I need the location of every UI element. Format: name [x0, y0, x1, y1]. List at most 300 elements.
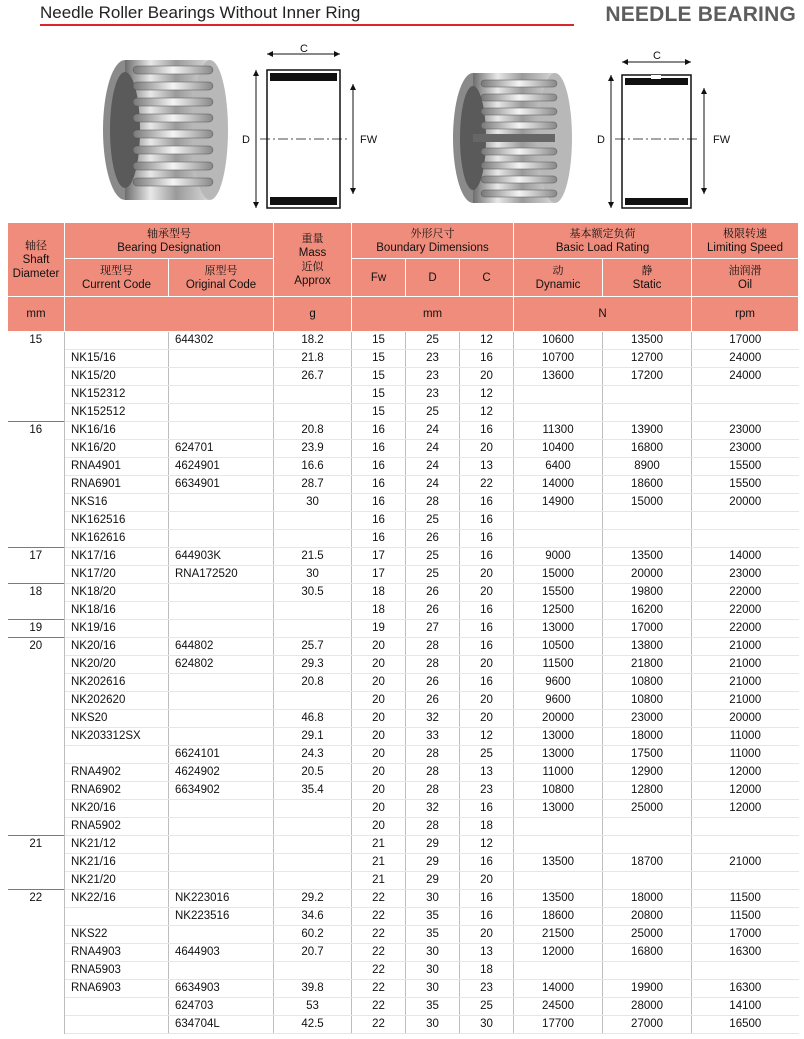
cell-current-code: NK15/16 — [65, 350, 169, 368]
cell-d: 28 — [406, 746, 460, 764]
cell-current-code: NK202620 — [65, 692, 169, 710]
cell-c: 16 — [460, 494, 514, 512]
table-row — [8, 368, 799, 386]
cell-oil: 14100 — [692, 998, 799, 1016]
cell-static: 21800 — [603, 656, 692, 674]
table-row — [8, 548, 799, 566]
cell-original-code — [169, 728, 274, 746]
cell-oil: 21000 — [692, 638, 799, 656]
cell-oil — [692, 512, 799, 530]
title-underline — [40, 24, 574, 26]
cell-d: 27 — [406, 620, 460, 638]
cell-fw: 15 — [352, 404, 406, 422]
cell-original-code: 634704L — [169, 1016, 274, 1034]
unit-designation — [65, 297, 274, 332]
cell-original-code: 6634903 — [169, 980, 274, 998]
cell-fw: 16 — [352, 494, 406, 512]
cell-original-code — [169, 836, 274, 854]
cell-current-code: NK22/16 — [65, 890, 169, 908]
cell-mass: 26.7 — [274, 368, 352, 386]
cell-d: 26 — [406, 692, 460, 710]
cell-dynamic: 10400 — [514, 440, 603, 458]
cell-c: 23 — [460, 980, 514, 998]
cell-fw: 16 — [352, 512, 406, 530]
cell-c: 22 — [460, 476, 514, 494]
cell-static: 19900 — [603, 980, 692, 998]
cell-original-code — [169, 872, 274, 890]
cell-fw: 20 — [352, 710, 406, 728]
cell-static: 13800 — [603, 638, 692, 656]
cell-static: 13500 — [603, 548, 692, 566]
table-row — [8, 620, 799, 638]
table-row — [8, 350, 799, 368]
table-row — [8, 980, 799, 998]
cell-c: 20 — [460, 692, 514, 710]
section-diagram-left — [240, 42, 390, 222]
table-row — [8, 692, 799, 710]
cell-mass — [274, 872, 352, 890]
cell-static: 17500 — [603, 746, 692, 764]
cell-oil — [692, 530, 799, 548]
table-body — [8, 332, 799, 1034]
cell-dynamic: 20000 — [514, 710, 603, 728]
cell-c: 25 — [460, 998, 514, 1016]
cell-mass — [274, 818, 352, 836]
cell-d: 30 — [406, 1016, 460, 1034]
cell-dynamic: 9600 — [514, 692, 603, 710]
cell-shaft-diameter: 19 — [8, 620, 65, 638]
cell-d: 28 — [406, 638, 460, 656]
table-row — [8, 944, 799, 962]
cell-static: 18000 — [603, 890, 692, 908]
cell-d: 29 — [406, 872, 460, 890]
cell-original-code: 4644903 — [169, 944, 274, 962]
table-row — [8, 800, 799, 818]
cell-original-code: 624703 — [169, 998, 274, 1016]
cell-oil: 15500 — [692, 458, 799, 476]
cell-oil: 23000 — [692, 440, 799, 458]
cell-oil: 16300 — [692, 944, 799, 962]
cell-original-code: 6634902 — [169, 782, 274, 800]
cell-dynamic: 14000 — [514, 980, 603, 998]
cell-mass: 30.5 — [274, 584, 352, 602]
cell-current-code: RNA5902 — [65, 818, 169, 836]
cell-mass: 21.8 — [274, 350, 352, 368]
table-header — [8, 223, 799, 332]
cell-fw: 15 — [352, 350, 406, 368]
cell-fw: 16 — [352, 476, 406, 494]
cell-current-code: NK17/16 — [65, 548, 169, 566]
cell-oil: 22000 — [692, 620, 799, 638]
cell-fw: 20 — [352, 674, 406, 692]
cell-original-code — [169, 854, 274, 872]
product-illustrations — [0, 40, 804, 220]
cell-dynamic — [514, 836, 603, 854]
cell-fw: 15 — [352, 332, 406, 350]
cell-shaft-diameter: 22 — [8, 890, 65, 1034]
header-original-code: 原型号 Original Code — [169, 259, 274, 297]
cell-c: 20 — [460, 926, 514, 944]
cell-oil: 20000 — [692, 710, 799, 728]
cell-fw: 22 — [352, 908, 406, 926]
cell-current-code: NK21/16 — [65, 854, 169, 872]
cell-d: 28 — [406, 782, 460, 800]
cell-d: 25 — [406, 548, 460, 566]
cell-mass: 35.4 — [274, 782, 352, 800]
cell-fw: 22 — [352, 944, 406, 962]
cell-original-code: 624802 — [169, 656, 274, 674]
header-rating: 基本额定负荷 Basic Load Rating — [514, 223, 692, 259]
cell-mass — [274, 512, 352, 530]
cell-original-code — [169, 818, 274, 836]
table-row — [8, 818, 799, 836]
cell-c: 13 — [460, 764, 514, 782]
cell-oil — [692, 386, 799, 404]
cell-static: 23000 — [603, 710, 692, 728]
cell-fw: 20 — [352, 782, 406, 800]
cell-static: 17200 — [603, 368, 692, 386]
cell-d: 25 — [406, 566, 460, 584]
cell-static — [603, 530, 692, 548]
cell-static: 20000 — [603, 566, 692, 584]
cell-static: 19800 — [603, 584, 692, 602]
cell-fw: 20 — [352, 764, 406, 782]
cell-c: 20 — [460, 566, 514, 584]
cell-dynamic — [514, 386, 603, 404]
cell-dynamic: 13000 — [514, 728, 603, 746]
cell-current-code — [65, 332, 169, 350]
cell-mass: 30 — [274, 494, 352, 512]
header-speed: 极限转速 Limiting Speed — [692, 223, 799, 259]
cell-static: 20800 — [603, 908, 692, 926]
cell-fw: 20 — [352, 800, 406, 818]
table-row — [8, 926, 799, 944]
cell-fw: 22 — [352, 998, 406, 1016]
cell-static — [603, 962, 692, 980]
cell-c: 23 — [460, 782, 514, 800]
cell-c: 20 — [460, 368, 514, 386]
cell-mass: 53 — [274, 998, 352, 1016]
dim-label-d-left: D — [242, 134, 250, 146]
cell-c: 16 — [460, 422, 514, 440]
header-boundary: 外形尺寸 Boundary Dimensions — [352, 223, 514, 259]
cell-fw: 16 — [352, 530, 406, 548]
cell-oil: 21000 — [692, 854, 799, 872]
cell-mass: 39.8 — [274, 980, 352, 998]
cell-original-code: 644903K — [169, 548, 274, 566]
unit-mass: g — [274, 297, 352, 332]
cell-dynamic: 10500 — [514, 638, 603, 656]
cell-mass: 21.5 — [274, 548, 352, 566]
header-current-code: 现型号 Current Code — [65, 259, 169, 297]
cell-c: 20 — [460, 710, 514, 728]
cell-dynamic: 13500 — [514, 890, 603, 908]
cell-mass: 60.2 — [274, 926, 352, 944]
cell-mass — [274, 692, 352, 710]
cell-mass: 28.7 — [274, 476, 352, 494]
cell-d: 24 — [406, 440, 460, 458]
table-row — [8, 998, 799, 1016]
cell-original-code: 644802 — [169, 638, 274, 656]
table-row — [8, 386, 799, 404]
header-c: C — [460, 259, 514, 297]
cell-mass: 30 — [274, 566, 352, 584]
cell-current-code: NK152312 — [65, 386, 169, 404]
cell-oil: 24000 — [692, 350, 799, 368]
cell-mass: 29.3 — [274, 656, 352, 674]
table-row — [8, 908, 799, 926]
cell-current-code — [65, 908, 169, 926]
unit-boundary: mm — [352, 297, 514, 332]
cell-fw: 18 — [352, 602, 406, 620]
cell-current-code: NK16/20 — [65, 440, 169, 458]
cell-dynamic — [514, 872, 603, 890]
cell-oil — [692, 818, 799, 836]
cell-c: 20 — [460, 656, 514, 674]
header-oil: 油润滑 Oil — [692, 259, 799, 297]
cell-d: 28 — [406, 764, 460, 782]
cell-original-code — [169, 800, 274, 818]
cell-mass: 34.6 — [274, 908, 352, 926]
table-row — [8, 764, 799, 782]
cell-d: 35 — [406, 908, 460, 926]
cell-oil: 21000 — [692, 692, 799, 710]
header-designation: 轴承型号 Bearing Designation — [65, 223, 274, 259]
cell-fw: 21 — [352, 872, 406, 890]
cell-current-code: RNA4903 — [65, 944, 169, 962]
table-row — [8, 836, 799, 854]
table-row — [8, 674, 799, 692]
cell-shaft-diameter: 20 — [8, 638, 65, 836]
cell-fw: 16 — [352, 422, 406, 440]
cell-mass — [274, 800, 352, 818]
cell-original-code: 624701 — [169, 440, 274, 458]
cell-fw: 20 — [352, 656, 406, 674]
cell-oil: 24000 — [692, 368, 799, 386]
cell-mass: 29.2 — [274, 890, 352, 908]
cell-shaft-diameter: 21 — [8, 836, 65, 890]
cell-dynamic: 9000 — [514, 548, 603, 566]
cell-dynamic: 11300 — [514, 422, 603, 440]
cell-oil — [692, 962, 799, 980]
cell-fw: 18 — [352, 584, 406, 602]
cell-dynamic: 12500 — [514, 602, 603, 620]
cell-c: 20 — [460, 584, 514, 602]
cell-mass: 20.8 — [274, 674, 352, 692]
cell-current-code: RNA4902 — [65, 764, 169, 782]
cell-fw: 16 — [352, 458, 406, 476]
cell-mass — [274, 386, 352, 404]
cell-static: 18600 — [603, 476, 692, 494]
cell-static — [603, 836, 692, 854]
cell-static: 27000 — [603, 1016, 692, 1034]
brand-heading: NEEDLE BEARING — [605, 3, 796, 26]
cell-c: 16 — [460, 548, 514, 566]
cell-dynamic: 14000 — [514, 476, 603, 494]
cell-static: 18700 — [603, 854, 692, 872]
table-row — [8, 566, 799, 584]
cell-c: 18 — [460, 962, 514, 980]
bearing-spec-table — [7, 222, 799, 1034]
table-row — [8, 854, 799, 872]
cell-d: 26 — [406, 584, 460, 602]
cell-d: 30 — [406, 890, 460, 908]
cell-mass: 25.7 — [274, 638, 352, 656]
cell-fw: 20 — [352, 746, 406, 764]
cell-d: 26 — [406, 530, 460, 548]
cell-oil: 23000 — [692, 422, 799, 440]
cell-original-code: 6634901 — [169, 476, 274, 494]
table-row — [8, 890, 799, 908]
cell-dynamic: 13000 — [514, 800, 603, 818]
dim-label-d-right: D — [597, 134, 605, 146]
cell-dynamic: 18600 — [514, 908, 603, 926]
cell-original-code — [169, 422, 274, 440]
cell-original-code: 6624101 — [169, 746, 274, 764]
cell-c: 16 — [460, 854, 514, 872]
cell-oil: 12000 — [692, 764, 799, 782]
cell-fw: 22 — [352, 926, 406, 944]
cell-c: 18 — [460, 818, 514, 836]
cell-dynamic: 9600 — [514, 674, 603, 692]
cell-d: 25 — [406, 404, 460, 422]
cell-current-code: NK20/20 — [65, 656, 169, 674]
header-d: D — [406, 259, 460, 297]
cell-oil: 14000 — [692, 548, 799, 566]
cell-original-code — [169, 674, 274, 692]
cell-oil: 15500 — [692, 476, 799, 494]
table-row — [8, 584, 799, 602]
cell-dynamic: 10800 — [514, 782, 603, 800]
cell-current-code: NK152512 — [65, 404, 169, 422]
bearing-photo-right — [445, 60, 575, 220]
cell-mass — [274, 404, 352, 422]
cell-original-code: 4624902 — [169, 764, 274, 782]
cell-static: 18000 — [603, 728, 692, 746]
table-row — [8, 638, 799, 656]
cell-current-code — [65, 746, 169, 764]
cell-current-code: RNA6903 — [65, 980, 169, 998]
cell-fw: 17 — [352, 566, 406, 584]
cell-mass: 20.5 — [274, 764, 352, 782]
header-mass: 重量 Mass 近似 Approx — [274, 223, 352, 297]
header-fw: Fw — [352, 259, 406, 297]
table-row — [8, 728, 799, 746]
table-row — [8, 782, 799, 800]
cell-static: 12700 — [603, 350, 692, 368]
table-row — [8, 872, 799, 890]
cell-fw: 17 — [352, 548, 406, 566]
dim-label-fw-right: FW — [713, 134, 731, 146]
cell-mass — [274, 530, 352, 548]
cell-mass: 20.8 — [274, 422, 352, 440]
cell-oil: 12000 — [692, 800, 799, 818]
cell-d: 25 — [406, 512, 460, 530]
unit-rating: N — [514, 297, 692, 332]
cell-mass — [274, 602, 352, 620]
cell-c: 16 — [460, 638, 514, 656]
cell-original-code — [169, 926, 274, 944]
cell-d: 24 — [406, 476, 460, 494]
cell-c: 30 — [460, 1016, 514, 1034]
cell-current-code: NK21/12 — [65, 836, 169, 854]
cell-current-code: NK203312SX — [65, 728, 169, 746]
cell-static: 8900 — [603, 458, 692, 476]
cell-original-code: 644302 — [169, 332, 274, 350]
cell-dynamic: 15500 — [514, 584, 603, 602]
cell-original-code: NK223516 — [169, 908, 274, 926]
table-row — [8, 458, 799, 476]
cell-static: 13500 — [603, 332, 692, 350]
cell-d: 28 — [406, 656, 460, 674]
cell-oil: 11500 — [692, 908, 799, 926]
cell-dynamic — [514, 818, 603, 836]
cell-c: 16 — [460, 908, 514, 926]
cell-static: 25000 — [603, 926, 692, 944]
table-row — [8, 746, 799, 764]
cell-d: 30 — [406, 944, 460, 962]
cell-dynamic: 21500 — [514, 926, 603, 944]
cell-dynamic — [514, 962, 603, 980]
cell-c: 16 — [460, 602, 514, 620]
table-row — [8, 476, 799, 494]
cell-static: 13900 — [603, 422, 692, 440]
cell-c: 16 — [460, 620, 514, 638]
cell-dynamic — [514, 530, 603, 548]
cell-original-code: NK223016 — [169, 890, 274, 908]
cell-oil: 17000 — [692, 332, 799, 350]
cell-mass — [274, 836, 352, 854]
cell-oil: 11500 — [692, 890, 799, 908]
cell-oil — [692, 404, 799, 422]
cell-oil — [692, 836, 799, 854]
cell-d: 25 — [406, 332, 460, 350]
header-shaft: 轴径 Shaft Diameter — [8, 223, 65, 297]
unit-shaft: mm — [8, 297, 65, 332]
cell-current-code: RNA6902 — [65, 782, 169, 800]
cell-fw: 16 — [352, 440, 406, 458]
cell-static — [603, 872, 692, 890]
cell-fw: 20 — [352, 692, 406, 710]
cell-mass: 20.7 — [274, 944, 352, 962]
cell-c: 16 — [460, 512, 514, 530]
cell-oil: 21000 — [692, 674, 799, 692]
cell-oil: 11000 — [692, 746, 799, 764]
cell-oil: 22000 — [692, 584, 799, 602]
cell-mass — [274, 620, 352, 638]
cell-fw: 22 — [352, 890, 406, 908]
cell-original-code — [169, 530, 274, 548]
cell-oil: 22000 — [692, 602, 799, 620]
cell-original-code — [169, 710, 274, 728]
cell-dynamic: 11500 — [514, 656, 603, 674]
cell-current-code — [65, 998, 169, 1016]
cell-c: 20 — [460, 440, 514, 458]
cell-static: 16200 — [603, 602, 692, 620]
cell-oil: 16300 — [692, 980, 799, 998]
cell-fw: 22 — [352, 980, 406, 998]
cell-original-code — [169, 512, 274, 530]
cell-c: 12 — [460, 386, 514, 404]
cell-dynamic: 13000 — [514, 746, 603, 764]
cell-d: 28 — [406, 818, 460, 836]
cell-static: 10800 — [603, 674, 692, 692]
cell-dynamic: 13600 — [514, 368, 603, 386]
cell-shaft-diameter: 16 — [8, 422, 65, 548]
cell-original-code — [169, 692, 274, 710]
cell-mass: 29.1 — [274, 728, 352, 746]
dim-label-c-left: C — [300, 43, 308, 55]
